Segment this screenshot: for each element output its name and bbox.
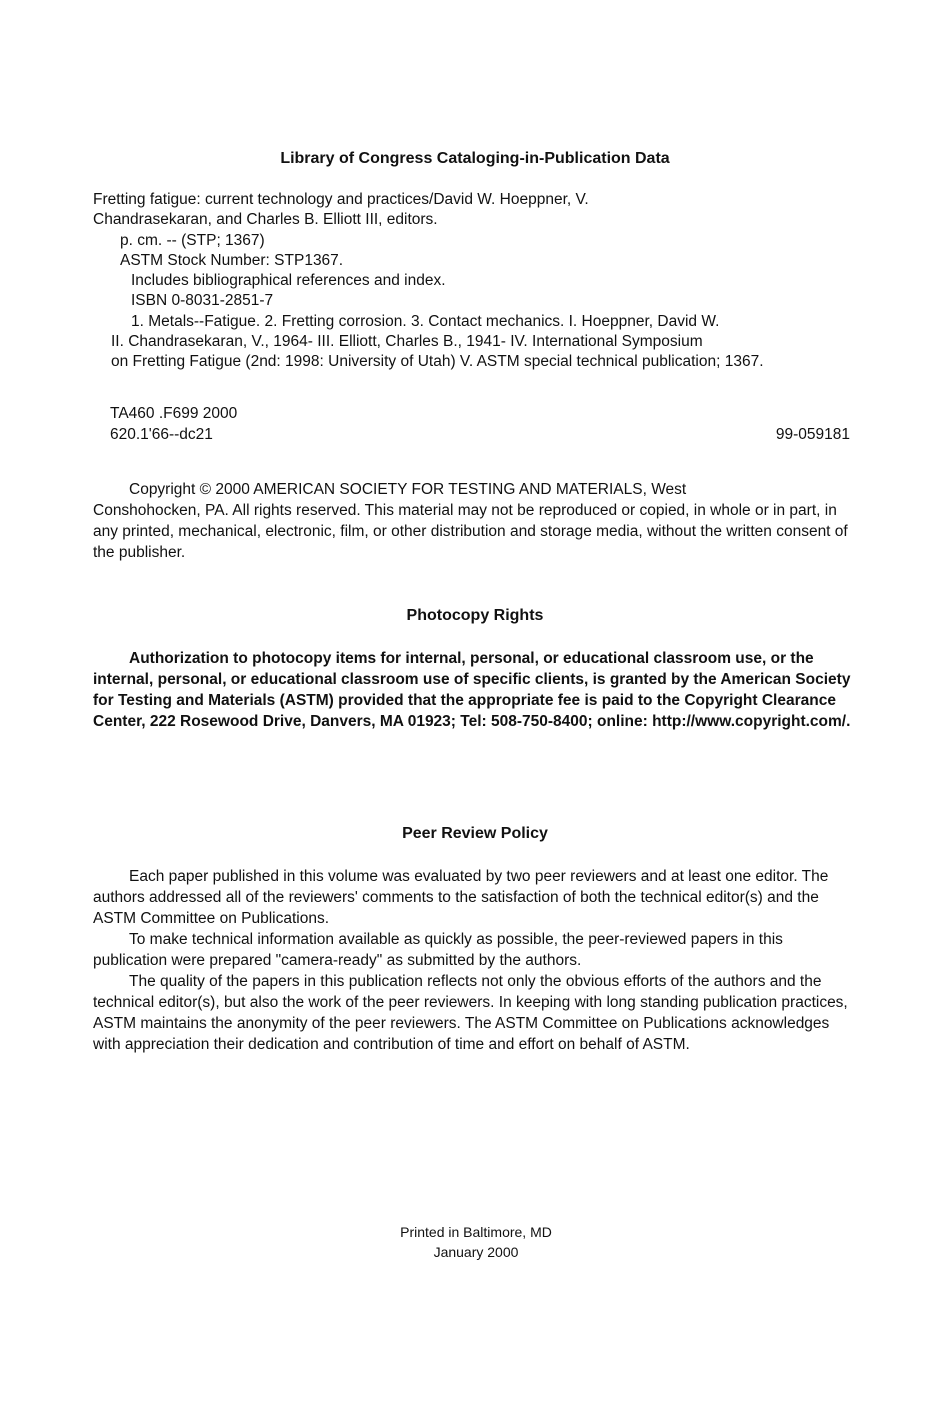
cip-title-line-1: Fretting fatigue: current technology and practices/David W. Hoeppner, V.: [93, 191, 589, 208]
peer-review-paragraph-1: Each paper published in this volume was evaluated by two peer reviewers and at least one editor. The authors addressed all of the reviewers' comments to the satisfaction of both the technical editor(s) and the ASTM Committee on Publications.: [93, 868, 829, 927]
classification-row: [110, 425, 850, 445]
copyright-notice: [93, 479, 851, 563]
cip-isbn-line: ISBN 0-8031-2851-7: [131, 292, 274, 310]
copyright-line-1: Copyright © 2000 AMERICAN SOCIETY FOR TESTING AND MATERIALS, West: [129, 481, 687, 498]
dewey-number: 620.1'66--dc21: [110, 426, 213, 443]
cip-subjects-line-1: 1. Metals--Fatigue. 2. Fretting corrosion. 3. Contact mechanics. I. Hoeppner, David W.: [131, 312, 720, 330]
photocopy-heading: Photocopy Rights: [406, 607, 544, 624]
printed-location: Printed in Baltimore, MD: [400, 1224, 552, 1240]
photocopy-body: Authorization to photocopy items for internal, personal, or educational classroom use, or the internal, personal, or educational classroom use of specific clients, is granted by the American Society for Testing and Materials (ASTM) provided that the appropriate fee is paid to the Copyright Clearance Center, 222 Rosewood Drive, Danvers, MA 01923; Tel: 508-750-8400; online: http://www.copyright.com/.: [93, 650, 851, 730]
cip-pcm-line: p. cm. -- (STP; 1367): [120, 231, 265, 249]
peer-review-paragraph-2: To make technical information available as quickly as possible, the peer-reviewed papers in this publication were prepared "camera-ready" as submitted by the authors.: [93, 931, 783, 969]
cip-heading: Library of Congress Cataloging-in-Publication Data: [280, 150, 670, 167]
call-number-row: [110, 404, 850, 424]
peer-review-body: [93, 866, 851, 1055]
lccn-number: 99-059181: [775, 426, 850, 443]
peer-review-heading: Peer Review Policy: [402, 825, 548, 842]
call-number: TA460 .F699 2000: [110, 405, 238, 422]
copyright-rest: Conshohocken, PA. All rights reserved. This material may not be reproduced or copied, in whole or in part, in any printed, mechanical, electronic, film, or other distribution and storage media, without the written consent of the publisher.: [93, 502, 848, 561]
cip-subjects-line-3: on Fretting Fatigue (2nd: 1998: University of Utah) V. ASTM special technical publication; 1367.: [111, 353, 764, 371]
printed-date: January 2000: [433, 1244, 519, 1260]
cip-subjects-line-2: II. Chandrasekaran, V., 1964- III. Elliott, Charles B., 1941- IV. International Symposium: [111, 333, 703, 351]
cip-block: [93, 190, 873, 373]
cip-includes-line: Includes bibliographical references and index.: [131, 272, 446, 290]
cip-title-line-2: Chandrasekaran, and Charles B. Elliott III, editors.: [93, 211, 438, 229]
peer-review-paragraph-3: The quality of the papers in this publication reflects not only the obvious efforts of the authors and the technical editor(s), but also the work of the peer reviewers. In keeping with long standing publication practices, ASTM maintains the anonymity of the peer reviewers. The ASTM Committee on Publications acknowledges with appreciation their dedication and contribution of time and effort on behalf of ASTM.: [93, 973, 848, 1053]
cip-stock-line: ASTM Stock Number: STP1367.: [120, 251, 344, 269]
